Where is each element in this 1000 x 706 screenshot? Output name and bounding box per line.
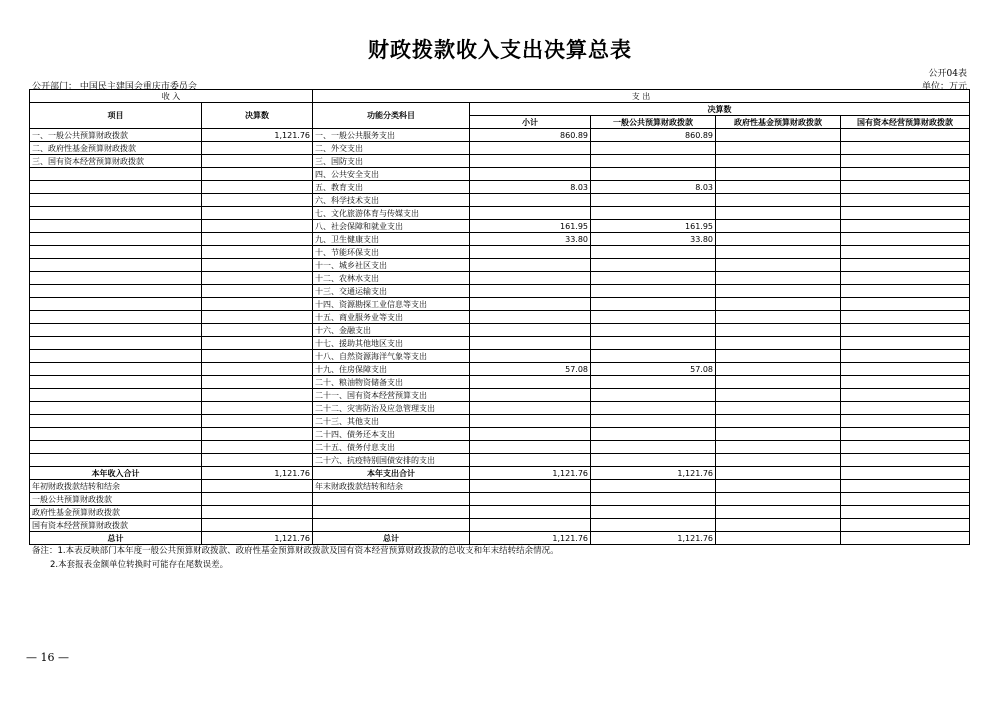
- header-row-1: [30, 90, 970, 103]
- subtotal-header: 小计: [470, 116, 591, 129]
- subtotal-cell: [470, 428, 591, 441]
- table-row: [30, 311, 970, 324]
- subtotal-cell: 161.95: [470, 220, 591, 233]
- income-item-cell: [30, 233, 202, 246]
- state-capital-cell: [841, 337, 970, 350]
- expense-item-cell: 八、社会保障和就业支出: [313, 220, 470, 233]
- income-item-cell: 总计: [30, 532, 202, 545]
- fund-budget-cell: [716, 519, 841, 532]
- state-capital-cell: [841, 506, 970, 519]
- year-total-row: [30, 467, 970, 480]
- state-capital-cell: [841, 168, 970, 181]
- income-item-cell: [30, 298, 202, 311]
- general-budget-cell: 1,121.76: [591, 532, 716, 545]
- unit-label: 单位：万元: [921, 82, 967, 92]
- table-row: [30, 272, 970, 285]
- income-header: 收 入: [30, 90, 313, 103]
- general-budget-cell: [591, 480, 716, 493]
- expense-item-cell: 二十五、债务付息支出: [313, 441, 470, 454]
- fund-budget-cell: [716, 246, 841, 259]
- table-row: [30, 155, 970, 168]
- grand-total-row: [30, 532, 970, 545]
- fund-budget-cell: [716, 155, 841, 168]
- note-2: 2.本套报表金额单位转换时可能存在尾数误差。: [50, 560, 229, 570]
- subtotal-cell: 57.08: [470, 363, 591, 376]
- fund-budget-cell: [716, 311, 841, 324]
- fund-budget-cell: [716, 181, 841, 194]
- table-row: [30, 415, 970, 428]
- income-item-cell: [30, 376, 202, 389]
- state-capital-cell: [841, 415, 970, 428]
- expense-item-cell: 本年支出合计: [313, 467, 470, 480]
- fund-budget-cell: [716, 350, 841, 363]
- state-capital-cell: [841, 246, 970, 259]
- fund-budget-cell: [716, 220, 841, 233]
- income-amount-cell: [202, 506, 313, 519]
- subtotal-cell: [470, 207, 591, 220]
- expense-item-cell: 一、一般公共服务支出: [313, 129, 470, 142]
- fund-budget-cell: [716, 363, 841, 376]
- table-row: [30, 246, 970, 259]
- income-amount-cell: 1,121.76: [202, 467, 313, 480]
- fund-budget-cell: [716, 207, 841, 220]
- final-header: 决算数: [470, 103, 970, 116]
- income-amount-cell: [202, 350, 313, 363]
- state-capital-cell: [841, 324, 970, 337]
- income-item-cell: [30, 389, 202, 402]
- expense-item-cell: 十三、交通运输支出: [313, 285, 470, 298]
- fund-budget-cell: [716, 272, 841, 285]
- department-label: 公开部门： 中国民主建国会重庆市委员会: [32, 82, 197, 92]
- income-item-cell: [30, 259, 202, 272]
- income-item-cell: [30, 441, 202, 454]
- table-row: [30, 298, 970, 311]
- expense-item-cell: 二十六、抗疫特别国债安排的支出: [313, 454, 470, 467]
- state-capital-cell: [841, 428, 970, 441]
- income-item-cell: [30, 246, 202, 259]
- subtotal-cell: 860.89: [470, 129, 591, 142]
- fund-budget-cell: [716, 441, 841, 454]
- table-row: [30, 259, 970, 272]
- subtotal-cell: [470, 415, 591, 428]
- fund-budget-cell: [716, 532, 841, 545]
- expense-item-cell: 二十四、债务还本支出: [313, 428, 470, 441]
- income-amount-cell: [202, 207, 313, 220]
- general-budget-cell: [591, 194, 716, 207]
- general-budget-cell: [591, 155, 716, 168]
- fund-budget-header: 政府性基金预算财政拨款: [716, 116, 841, 129]
- income-amount-cell: [202, 454, 313, 467]
- state-capital-header: 国有资本经营预算财政拨款: [841, 116, 970, 129]
- table-row: [30, 389, 970, 402]
- subtotal-cell: [470, 272, 591, 285]
- income-amount-cell: [202, 480, 313, 493]
- carryover-row: [30, 493, 970, 506]
- general-budget-cell: [591, 246, 716, 259]
- table-row: [30, 207, 970, 220]
- table-row: [30, 142, 970, 155]
- table-row: [30, 441, 970, 454]
- fund-budget-cell: [716, 259, 841, 272]
- general-budget-cell: [591, 441, 716, 454]
- general-budget-header: 一般公共预算财政拨款: [591, 116, 716, 129]
- income-amount-cell: [202, 272, 313, 285]
- income-amount-cell: [202, 194, 313, 207]
- carryover-row: [30, 519, 970, 532]
- func-header: 功能分类科目: [313, 103, 470, 129]
- state-capital-cell: [841, 467, 970, 480]
- subtotal-cell: [470, 454, 591, 467]
- income-item-cell: [30, 181, 202, 194]
- income-item-cell: 国有资本经营预算财政拨款: [30, 519, 202, 532]
- fund-budget-cell: [716, 389, 841, 402]
- fund-budget-cell: [716, 480, 841, 493]
- expense-item-cell: 二十一、国有资本经营预算支出: [313, 389, 470, 402]
- income-amount-cell: [202, 519, 313, 532]
- state-capital-cell: [841, 181, 970, 194]
- state-capital-cell: [841, 350, 970, 363]
- state-capital-cell: [841, 376, 970, 389]
- subtotal-cell: 1,121.76: [470, 467, 591, 480]
- income-item-cell: [30, 311, 202, 324]
- subtotal-cell: 33.80: [470, 233, 591, 246]
- item-header: 项目: [30, 103, 202, 129]
- expense-item-cell: 四、公共安全支出: [313, 168, 470, 181]
- state-capital-cell: [841, 402, 970, 415]
- expense-item-cell: 三、国防支出: [313, 155, 470, 168]
- state-capital-cell: [841, 441, 970, 454]
- general-budget-cell: [591, 311, 716, 324]
- subtotal-cell: [470, 480, 591, 493]
- table-row: [30, 194, 970, 207]
- income-amount-cell: [202, 376, 313, 389]
- subtotal-cell: [470, 324, 591, 337]
- subtotal-cell: [470, 155, 591, 168]
- fund-budget-cell: [716, 285, 841, 298]
- state-capital-cell: [841, 233, 970, 246]
- expense-item-cell: 十九、住房保障支出: [313, 363, 470, 376]
- state-capital-cell: [841, 311, 970, 324]
- subtotal-cell: [470, 519, 591, 532]
- income-amount-cell: [202, 389, 313, 402]
- income-amount-cell: [202, 246, 313, 259]
- expense-item-cell: 总计: [313, 532, 470, 545]
- expense-header: 支 出: [313, 90, 970, 103]
- expense-item-cell: 二十、粮油物资储备支出: [313, 376, 470, 389]
- income-amount-cell: [202, 428, 313, 441]
- income-amount-cell: [202, 298, 313, 311]
- expense-item-cell: [313, 493, 470, 506]
- income-item-cell: [30, 285, 202, 298]
- subtotal-cell: [470, 194, 591, 207]
- subtotal-cell: [470, 168, 591, 181]
- subtotal-cell: [470, 298, 591, 311]
- income-item-cell: 政府性基金预算财政拨款: [30, 506, 202, 519]
- amount-header: 决算数: [202, 103, 313, 129]
- state-capital-cell: [841, 298, 970, 311]
- state-capital-cell: [841, 207, 970, 220]
- form-number: 公开04表: [928, 69, 967, 79]
- income-item-cell: [30, 428, 202, 441]
- state-capital-cell: [841, 454, 970, 467]
- state-capital-cell: [841, 142, 970, 155]
- income-item-cell: 一般公共预算财政拨款: [30, 493, 202, 506]
- income-item-cell: [30, 350, 202, 363]
- income-item-cell: [30, 415, 202, 428]
- table-row: [30, 129, 970, 142]
- expense-item-cell: 年末财政拨款结转和结余: [313, 480, 470, 493]
- income-amount-cell: 1,121.76: [202, 129, 313, 142]
- subtotal-cell: [470, 441, 591, 454]
- state-capital-cell: [841, 480, 970, 493]
- fund-budget-cell: [716, 129, 841, 142]
- expense-item-cell: 九、卫生健康支出: [313, 233, 470, 246]
- income-item-cell: 三、国有资本经营预算财政拨款: [30, 155, 202, 168]
- expense-item-cell: 六、科学技术支出: [313, 194, 470, 207]
- state-capital-cell: [841, 389, 970, 402]
- table-row: [30, 454, 970, 467]
- subtotal-cell: [470, 506, 591, 519]
- table-row: [30, 181, 970, 194]
- general-budget-cell: [591, 428, 716, 441]
- income-amount-cell: [202, 285, 313, 298]
- expense-item-cell: 七、文化旅游体育与传媒支出: [313, 207, 470, 220]
- income-item-cell: [30, 337, 202, 350]
- general-budget-cell: [591, 493, 716, 506]
- expense-item-cell: 十四、资源勘探工业信息等支出: [313, 298, 470, 311]
- income-amount-cell: [202, 259, 313, 272]
- table-row: [30, 285, 970, 298]
- expense-item-cell: [313, 506, 470, 519]
- income-amount-cell: 1,121.76: [202, 532, 313, 545]
- general-budget-cell: [591, 337, 716, 350]
- subtotal-cell: 1,121.76: [470, 532, 591, 545]
- general-budget-cell: 161.95: [591, 220, 716, 233]
- income-amount-cell: [202, 220, 313, 233]
- page-number: — 16 —: [26, 651, 69, 664]
- fund-budget-cell: [716, 168, 841, 181]
- table-row: [30, 402, 970, 415]
- subtotal-cell: [470, 376, 591, 389]
- income-item-cell: [30, 454, 202, 467]
- notes: [32, 544, 559, 572]
- state-capital-cell: [841, 155, 970, 168]
- budget-table: [29, 89, 970, 545]
- expense-item-cell: 十七、援助其他地区支出: [313, 337, 470, 350]
- general-budget-cell: [591, 389, 716, 402]
- fund-budget-cell: [716, 233, 841, 246]
- fund-budget-cell: [716, 467, 841, 480]
- income-amount-cell: [202, 441, 313, 454]
- subtotal-cell: [470, 259, 591, 272]
- income-amount-cell: [202, 181, 313, 194]
- income-item-cell: [30, 207, 202, 220]
- general-budget-cell: 8.03: [591, 181, 716, 194]
- fund-budget-cell: [716, 415, 841, 428]
- general-budget-cell: [591, 506, 716, 519]
- note-1: 备注：1.本表反映部门本年度一般公共预算财政拨款、政府性基金预算财政拨款及国有资本经营预算财政拨款的总收支和年末结转结余情况。: [32, 546, 559, 556]
- income-item-cell: 二、政府性基金预算财政拨款: [30, 142, 202, 155]
- table-row: [30, 428, 970, 441]
- table-row: [30, 337, 970, 350]
- subtotal-cell: [470, 285, 591, 298]
- subtotal-cell: [470, 402, 591, 415]
- expense-item-cell: 二十三、其他支出: [313, 415, 470, 428]
- state-capital-cell: [841, 532, 970, 545]
- general-budget-cell: 860.89: [591, 129, 716, 142]
- table-row: [30, 168, 970, 181]
- subtotal-cell: [470, 389, 591, 402]
- subtotal-cell: [470, 493, 591, 506]
- general-budget-cell: 1,121.76: [591, 467, 716, 480]
- state-capital-cell: [841, 129, 970, 142]
- fund-budget-cell: [716, 142, 841, 155]
- income-amount-cell: [202, 233, 313, 246]
- fund-budget-cell: [716, 337, 841, 350]
- expense-item-cell: 十八、自然资源海洋气象等支出: [313, 350, 470, 363]
- general-budget-cell: [591, 207, 716, 220]
- income-amount-cell: [202, 155, 313, 168]
- income-item-cell: [30, 220, 202, 233]
- income-item-cell: [30, 168, 202, 181]
- fund-budget-cell: [716, 428, 841, 441]
- header-row-2: [30, 103, 970, 116]
- general-budget-cell: [591, 259, 716, 272]
- table-row: [30, 220, 970, 233]
- income-amount-cell: [202, 415, 313, 428]
- state-capital-cell: [841, 363, 970, 376]
- income-amount-cell: [202, 168, 313, 181]
- state-capital-cell: [841, 519, 970, 532]
- state-capital-cell: [841, 272, 970, 285]
- income-amount-cell: [202, 363, 313, 376]
- expense-item-cell: [313, 519, 470, 532]
- general-budget-cell: [591, 142, 716, 155]
- general-budget-cell: [591, 454, 716, 467]
- state-capital-cell: [841, 493, 970, 506]
- general-budget-cell: [591, 415, 716, 428]
- subtotal-cell: [470, 246, 591, 259]
- subtotal-cell: [470, 311, 591, 324]
- expense-item-cell: 十五、商业服务业等支出: [313, 311, 470, 324]
- expense-item-cell: 二十二、灾害防治及应急管理支出: [313, 402, 470, 415]
- report-title: 财政拨款收入支出决算总表: [368, 37, 632, 62]
- state-capital-cell: [841, 285, 970, 298]
- carryover-row: [30, 480, 970, 493]
- income-item-cell: 本年收入合计: [30, 467, 202, 480]
- income-amount-cell: [202, 493, 313, 506]
- state-capital-cell: [841, 259, 970, 272]
- table-row: [30, 324, 970, 337]
- table-row: [30, 376, 970, 389]
- income-item-cell: [30, 194, 202, 207]
- income-item-cell: [30, 363, 202, 376]
- subtotal-cell: [470, 337, 591, 350]
- fund-budget-cell: [716, 454, 841, 467]
- carryover-row: [30, 506, 970, 519]
- general-budget-cell: 57.08: [591, 363, 716, 376]
- income-item-cell: 年初财政拨款结转和结余: [30, 480, 202, 493]
- expense-item-cell: 十二、农林水支出: [313, 272, 470, 285]
- income-amount-cell: [202, 402, 313, 415]
- income-item-cell: 一、一般公共预算财政拨款: [30, 129, 202, 142]
- fund-budget-cell: [716, 493, 841, 506]
- fund-budget-cell: [716, 194, 841, 207]
- income-amount-cell: [202, 311, 313, 324]
- table-row: [30, 350, 970, 363]
- table-row: [30, 233, 970, 246]
- fund-budget-cell: [716, 298, 841, 311]
- fund-budget-cell: [716, 376, 841, 389]
- income-item-cell: [30, 324, 202, 337]
- state-capital-cell: [841, 194, 970, 207]
- income-amount-cell: [202, 337, 313, 350]
- income-amount-cell: [202, 142, 313, 155]
- general-budget-cell: [591, 376, 716, 389]
- general-budget-cell: [591, 285, 716, 298]
- expense-item-cell: 二、外交支出: [313, 142, 470, 155]
- subtotal-cell: [470, 142, 591, 155]
- fund-budget-cell: [716, 402, 841, 415]
- expense-item-cell: 十六、金融支出: [313, 324, 470, 337]
- income-item-cell: [30, 402, 202, 415]
- state-capital-cell: [841, 220, 970, 233]
- general-budget-cell: [591, 324, 716, 337]
- fund-budget-cell: [716, 506, 841, 519]
- general-budget-cell: [591, 350, 716, 363]
- general-budget-cell: [591, 298, 716, 311]
- subtotal-cell: [470, 350, 591, 363]
- fund-budget-cell: [716, 324, 841, 337]
- subtotal-cell: 8.03: [470, 181, 591, 194]
- general-budget-cell: 33.80: [591, 233, 716, 246]
- expense-item-cell: 十一、城乡社区支出: [313, 259, 470, 272]
- table-row: [30, 363, 970, 376]
- expense-item-cell: 五、教育支出: [313, 181, 470, 194]
- income-amount-cell: [202, 324, 313, 337]
- general-budget-cell: [591, 168, 716, 181]
- general-budget-cell: [591, 272, 716, 285]
- general-budget-cell: [591, 402, 716, 415]
- expense-item-cell: 十、节能环保支出: [313, 246, 470, 259]
- income-item-cell: [30, 272, 202, 285]
- general-budget-cell: [591, 519, 716, 532]
